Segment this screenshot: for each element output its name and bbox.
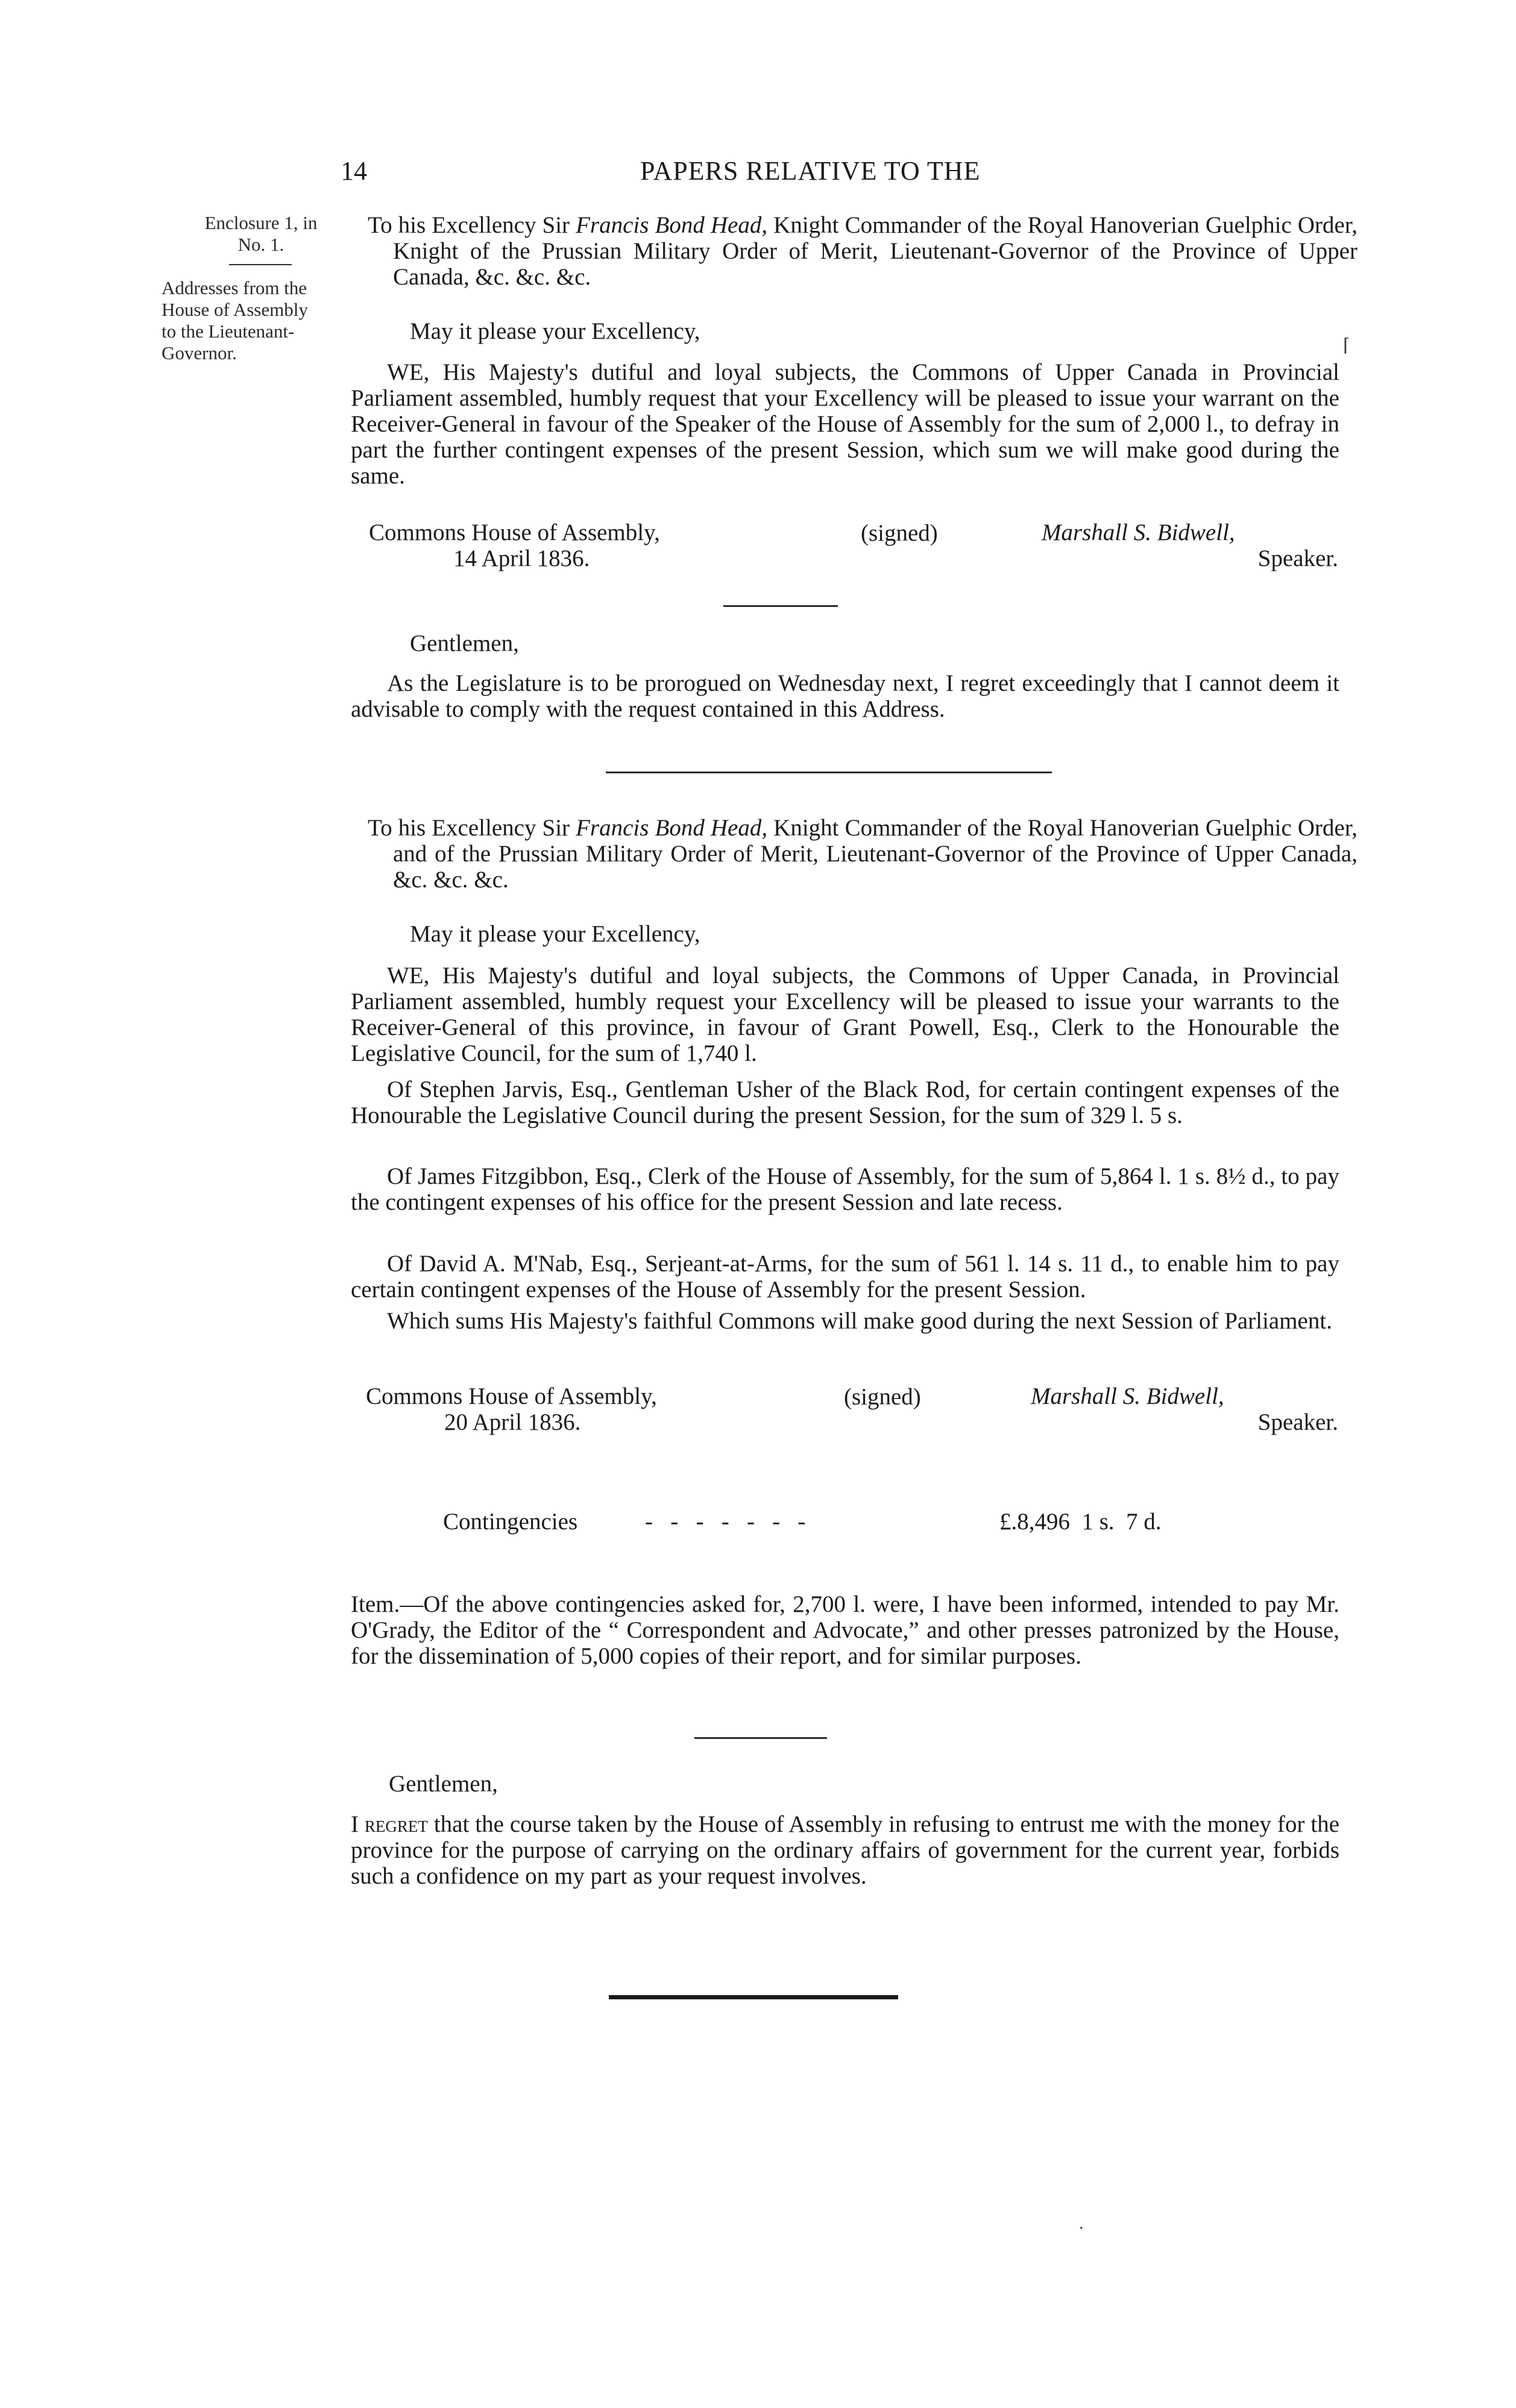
reply2-lead: I regret bbox=[351, 1811, 428, 1837]
address1-addressee-suffix: Knight Commander of the Royal Hanoverian Guelphic Order, Knight of the Prussian Military Order of Merit, Lieutenant-Governor of the Province of Upper Canada, &c. &c. &c. bbox=[393, 212, 1358, 290]
address1-signatory: Marshall S. Bidwell, bbox=[1042, 520, 1235, 545]
address2-para4: Of David A. M'Nab, Esq., Serjeant-at-Arms, for the sum of 561 l. 14 s. 11 d., to enable him to pay certain contingent expenses of the House of Assembly for the present Session. bbox=[351, 1251, 1339, 1303]
reply2-salutation: Gentlemen, bbox=[389, 1771, 498, 1797]
short-divider-2 bbox=[694, 1737, 827, 1739]
address2-signatory: Marshall S. Bidwell, bbox=[1031, 1383, 1224, 1409]
reply1-salutation: Gentlemen, bbox=[410, 630, 519, 656]
item-note: Item.—Of the above contingencies asked for, 2,700 l. were, I have been informed, intended to pay Mr. O'Grady, the Editor of the “ Correspondent and Advocate,” and other presses patronized by the House, for the dissemination of 5,000 copies of their report, and for similar purposes. bbox=[351, 1591, 1339, 1669]
address2-para5: Which sums His Majesty's faithful Commons will make good during the next Session of Parliament. bbox=[387, 1308, 1332, 1334]
address1-body: WE, His Majesty's dutiful and loyal subjects, the Commons of Upper Canada in Provincial Parliament assembled, humbly request that your Excellency will be pleased to issue your warrant on the Receiver-General in favour of the Speaker of the House of Assembly for the sum of 2,000 l., to defray in part the further contingent expenses of the present Session, which sum we will make good during the same. bbox=[351, 359, 1339, 489]
page-number: 14 bbox=[341, 156, 367, 186]
address2-addressee-prefix: To his Excellency Sir bbox=[368, 815, 576, 841]
reply2-body-block bbox=[351, 1811, 1339, 1889]
address1-signature-block bbox=[369, 520, 660, 571]
address1-title: Speaker. bbox=[1257, 545, 1338, 571]
stray-mark: ⌈ bbox=[1343, 336, 1350, 356]
address2-title: Speaker. bbox=[1257, 1409, 1338, 1435]
margin-note-line6: Governor. bbox=[162, 342, 237, 363]
margin-note-divider bbox=[229, 264, 292, 265]
section-divider bbox=[606, 772, 1052, 773]
address1-addressee-name: Francis Bond Head, bbox=[576, 212, 768, 238]
margin-note-line3: Addresses from the bbox=[162, 277, 307, 298]
address2-signatory-block bbox=[1025, 1383, 1338, 1435]
address2-para2: Of Stephen Jarvis, Esq., Gentleman Usher of the Black Rod, for certain contingent expenses of the Honourable the Legislative Council during the present Session, for the sum of 329 l. 5 s. bbox=[351, 1077, 1339, 1128]
address2-para3: Of James Fitzgibbon, Esq., Clerk of the House of Assembly, for the sum of 5,864 l. 1 s. 8½ d., to pay the contingent expenses of his office for the present Session and late recess. bbox=[351, 1163, 1339, 1215]
reply1-body: As the Legislature is to be prorogued on Wednesday next, I regret exceedingly that I cannot deem it advisable to comply with the request contained in this Address. bbox=[351, 670, 1339, 722]
address2-para1: WE, His Majesty's dutiful and loyal subjects, the Commons of Upper Canada, in Provincial Parliament assembled, humbly request your Excellency will be pleased to issue your warrants to the Receiver-General of this province, in favour of Grant Powell, Esq., Clerk to the Honourable the Legislative Council, for the sum of 1,740 l. bbox=[351, 963, 1339, 1066]
address2-date: 20 April 1836. bbox=[444, 1409, 581, 1435]
address1-date: 14 April 1836. bbox=[453, 545, 590, 571]
address2-salutation: May it please your Excellency, bbox=[410, 921, 700, 947]
short-divider-1 bbox=[723, 605, 838, 607]
closing-rule bbox=[609, 1995, 898, 1999]
address2-signed: (signed) bbox=[844, 1384, 921, 1410]
margin-note-number: No. 1. bbox=[237, 234, 285, 255]
address1-addressee bbox=[368, 212, 1357, 290]
contingencies-label: Contingencies bbox=[443, 1509, 578, 1535]
address1-salutation: May it please your Excellency, bbox=[410, 318, 700, 344]
margin-note-line4: House of Assembly bbox=[162, 299, 308, 320]
margin-note-enclosure: Enclosure 1, in bbox=[204, 212, 318, 233]
address2-place: Commons House of Assembly, bbox=[366, 1383, 657, 1409]
stray-dot: ∙ bbox=[1079, 2218, 1084, 2238]
contingencies-amount: £.8,496 1 s. 7 d. bbox=[999, 1509, 1162, 1535]
address1-place: Commons House of Assembly, bbox=[369, 520, 660, 545]
address2-signature-block bbox=[366, 1383, 657, 1435]
address2-addressee-name: Francis Bond Head, bbox=[576, 815, 768, 841]
margin-note-line5: to the Lieutenant- bbox=[162, 321, 295, 342]
address1-addressee-prefix: To his Excellency Sir bbox=[368, 212, 576, 238]
address2-addressee bbox=[368, 815, 1357, 893]
address1-signed: (signed) bbox=[861, 520, 938, 546]
address2-addressee-suffix: Knight Commander of the Royal Hanoverian Guelphic Order, and of the Prussian Military Order of Merit, Lieutenant-Governor of the Province of Upper Canada, &c. &c. &c. bbox=[393, 815, 1358, 893]
running-head: PAPERS RELATIVE TO THE bbox=[640, 156, 981, 186]
address1-signatory-block bbox=[1025, 520, 1338, 571]
contingencies-dashes: - - - - - - - bbox=[645, 1509, 806, 1535]
reply2-body: that the course taken by the House of Assembly in refusing to entrust me with the money for the province for the purpose of carrying on the ordinary affairs of government for the current year, forbids such a confidence on my part as your request involves. bbox=[351, 1811, 1340, 1889]
